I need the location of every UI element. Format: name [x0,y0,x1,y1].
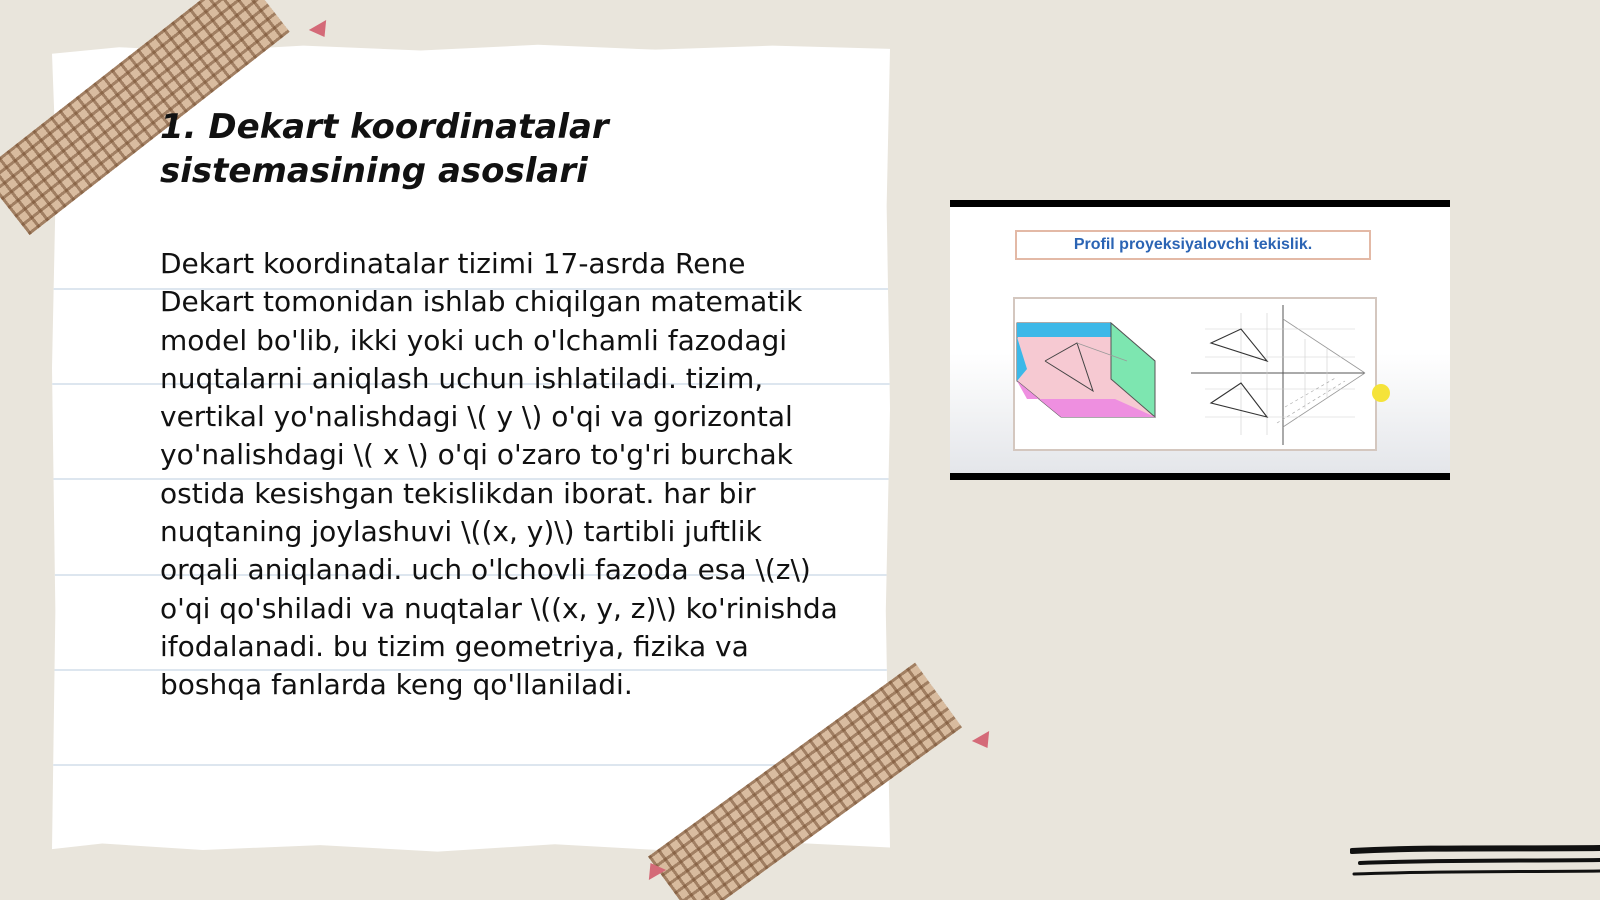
projection-diagram-graphic [1015,299,1375,449]
embedded-image [950,200,1450,480]
brush-stroke-decoration [1350,845,1600,885]
tape-tab-decoration [972,731,996,753]
slide-title: 1. Dekart koordinatalar sistemasining asoslari [160,107,609,191]
pointer-highlight-dot [1372,384,1390,402]
video-frame [950,207,1450,473]
image-caption-box [1015,230,1371,260]
paper-rule-line [52,764,890,766]
tape-tab-decoration [309,20,333,42]
projection-drawing [1013,297,1377,451]
slide-body-text: Dekart koordinatalar tizimi 17-asrda Rene Dekart tomonidan ishlab chiqilgan matematik model bo'lib, ikki yoki uch o'lchamli fazodagi nuqtalarni aniqlash uchun ishlatiladi. tizim, vertikal yo'nalishdagi \( y \) o'qi va gorizontal yo'nalishdagi \( x \) o'qi o'zaro to'g'ri burchak ostida kesishgan tekislikdan iborat. har bir nuqtaning joylashuvi \((x, y)\) tartibli juftlik orqali aniqlanadi. uch o'lchovli fazoda esa \(z\) o'qi qo'shiladi va nuqtalar \((x, y, z)\) ko'rinishda ifodalanadi. bu tizim geometriya, fizika va boshqa fanlarda keng qo'llaniladi. [160,247,838,702]
image-caption: Profil proyeksiyalovchi tekislik. [1073,236,1313,253]
